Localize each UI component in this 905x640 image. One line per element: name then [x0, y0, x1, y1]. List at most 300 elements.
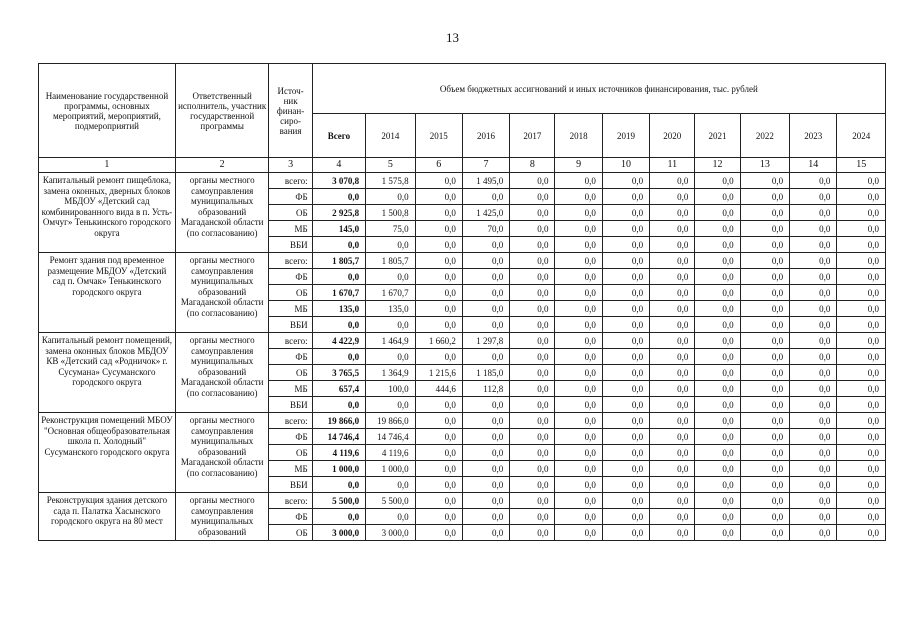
year-value: 0,0	[650, 349, 695, 365]
year-value: 1 364,9	[366, 365, 415, 381]
year-value: 0,0	[366, 269, 415, 285]
year-value: 0,0	[555, 525, 602, 541]
year-value: 0,0	[602, 349, 649, 365]
year-value: 0,0	[602, 525, 649, 541]
year-value: 0,0	[650, 413, 695, 429]
column-number: 13	[740, 158, 789, 173]
year-value: 112,8	[462, 381, 509, 397]
page-number: 13	[446, 30, 459, 45]
year-value: 0,0	[602, 285, 649, 301]
year-value: 0,0	[790, 509, 837, 525]
year-value: 0,0	[366, 237, 415, 253]
year-value: 0,0	[555, 509, 602, 525]
year-value: 0,0	[510, 317, 555, 333]
year-value: 0,0	[415, 493, 462, 509]
year-value: 0,0	[602, 189, 649, 205]
year-value: 0,0	[650, 429, 695, 445]
year-value: 0,0	[740, 237, 789, 253]
year-value: 0,0	[415, 269, 462, 285]
total-value: 0,0	[312, 237, 366, 253]
year-value: 0,0	[510, 333, 555, 349]
year-value: 0,0	[555, 317, 602, 333]
year-value: 0,0	[510, 349, 555, 365]
year-value: 1 500,8	[366, 205, 415, 221]
year-value: 0,0	[650, 221, 695, 237]
total-value: 0,0	[312, 477, 366, 493]
year-value: 0,0	[790, 477, 837, 493]
year-value: 0,0	[510, 237, 555, 253]
year-value: 0,0	[415, 205, 462, 221]
year-value: 0,0	[510, 413, 555, 429]
column-number: 6	[415, 158, 462, 173]
total-value: 5 500,0	[312, 493, 366, 509]
year-value: 0,0	[695, 269, 740, 285]
column-number: 11	[650, 158, 695, 173]
year-value: 0,0	[462, 253, 509, 269]
year-value: 0,0	[602, 461, 649, 477]
total-value: 3 070,8	[312, 173, 366, 189]
year-value: 0,0	[415, 173, 462, 189]
year-value: 1 805,7	[366, 253, 415, 269]
year-value: 0,0	[790, 429, 837, 445]
year-value: 0,0	[510, 445, 555, 461]
year-value: 1 000,0	[366, 461, 415, 477]
year-value: 0,0	[837, 221, 886, 237]
year-value: 0,0	[462, 493, 509, 509]
responsible-executor: органы местного самоуправления муниципальных образований Магаданской области (по согласованию)	[175, 413, 269, 493]
header-year: 2019	[602, 114, 649, 158]
year-value: 0,0	[366, 397, 415, 413]
year-value: 0,0	[462, 525, 509, 541]
year-value: 0,0	[740, 189, 789, 205]
year-value: 0,0	[790, 397, 837, 413]
year-value: 0,0	[695, 285, 740, 301]
year-value: 0,0	[555, 429, 602, 445]
year-value: 0,0	[510, 189, 555, 205]
year-value: 0,0	[462, 301, 509, 317]
year-value: 0,0	[695, 253, 740, 269]
event-name: Реконструкция здания детского сада п. Палатка Хасынского городского округа на 80 мест	[39, 493, 176, 541]
year-value: 0,0	[650, 301, 695, 317]
total-value: 1 000,0	[312, 461, 366, 477]
year-value: 0,0	[837, 429, 886, 445]
header-budget: Объем бюджетных ассигнований и иных источников финансирования, тыс. рублей	[312, 64, 885, 114]
table-row	[39, 173, 886, 189]
year-value: 0,0	[510, 301, 555, 317]
year-value: 0,0	[555, 461, 602, 477]
total-value: 135,0	[312, 301, 366, 317]
total-value: 14 746,4	[312, 429, 366, 445]
year-value: 0,0	[740, 429, 789, 445]
year-value: 0,0	[740, 301, 789, 317]
year-value: 0,0	[695, 173, 740, 189]
year-value: 0,0	[602, 301, 649, 317]
year-value: 0,0	[790, 349, 837, 365]
year-value: 0,0	[555, 173, 602, 189]
year-value: 0,0	[366, 477, 415, 493]
total-value: 4 422,9	[312, 333, 366, 349]
year-value: 0,0	[695, 317, 740, 333]
year-value: 0,0	[415, 253, 462, 269]
year-value: 0,0	[740, 397, 789, 413]
year-value: 0,0	[790, 173, 837, 189]
year-value: 1 425,0	[462, 205, 509, 221]
year-value: 0,0	[415, 525, 462, 541]
total-value: 19 866,0	[312, 413, 366, 429]
total-value: 3 765,5	[312, 365, 366, 381]
year-value: 0,0	[837, 285, 886, 301]
year-value: 70,0	[462, 221, 509, 237]
total-value: 0,0	[312, 349, 366, 365]
year-value: 0,0	[555, 349, 602, 365]
funding-source: всего:	[269, 253, 312, 269]
budget-table	[38, 63, 886, 541]
year-value: 0,0	[790, 333, 837, 349]
year-value: 0,0	[837, 413, 886, 429]
total-value: 2 925,8	[312, 205, 366, 221]
year-value: 0,0	[415, 429, 462, 445]
year-value: 0,0	[695, 445, 740, 461]
year-value: 0,0	[462, 189, 509, 205]
header-year: 2022	[740, 114, 789, 158]
table-row	[39, 413, 886, 429]
year-value: 0,0	[695, 301, 740, 317]
year-value: 0,0	[740, 461, 789, 477]
year-value: 0,0	[650, 285, 695, 301]
year-value: 0,0	[650, 365, 695, 381]
funding-source: МБ	[269, 221, 312, 237]
total-value: 4 119,6	[312, 445, 366, 461]
year-value: 0,0	[602, 317, 649, 333]
header-year: 2014	[366, 114, 415, 158]
funding-source: МБ	[269, 301, 312, 317]
year-value: 0,0	[555, 221, 602, 237]
event-name: Реконструкция помещений МБОУ "Основная общеобразовательная школа п. Холодный" Сусуманского городского округа	[39, 413, 176, 493]
year-value: 0,0	[695, 509, 740, 525]
year-value: 0,0	[462, 461, 509, 477]
year-value: 0,0	[790, 269, 837, 285]
year-value: 444,6	[415, 381, 462, 397]
year-value: 0,0	[837, 189, 886, 205]
year-value: 0,0	[366, 189, 415, 205]
year-value: 0,0	[366, 349, 415, 365]
total-value: 0,0	[312, 317, 366, 333]
year-value: 0,0	[740, 205, 789, 221]
year-value: 0,0	[695, 413, 740, 429]
funding-source: всего:	[269, 173, 312, 189]
year-value: 0,0	[790, 221, 837, 237]
year-value: 3 000,0	[366, 525, 415, 541]
year-value: 0,0	[650, 253, 695, 269]
year-value: 1 464,9	[366, 333, 415, 349]
column-number: 14	[790, 158, 837, 173]
year-value: 0,0	[555, 445, 602, 461]
year-value: 0,0	[602, 269, 649, 285]
year-value: 1 297,8	[462, 333, 509, 349]
year-value: 0,0	[650, 477, 695, 493]
year-value: 0,0	[790, 237, 837, 253]
funding-source: всего:	[269, 333, 312, 349]
year-value: 0,0	[740, 269, 789, 285]
year-value: 0,0	[510, 173, 555, 189]
year-value: 0,0	[740, 525, 789, 541]
year-value: 0,0	[695, 365, 740, 381]
total-value: 0,0	[312, 397, 366, 413]
header-year: 2021	[695, 114, 740, 158]
year-value: 0,0	[510, 509, 555, 525]
year-value: 1 670,7	[366, 285, 415, 301]
year-value: 0,0	[510, 477, 555, 493]
total-value: 3 000,0	[312, 525, 366, 541]
year-value: 0,0	[790, 381, 837, 397]
year-value: 0,0	[510, 429, 555, 445]
column-number: 1	[39, 158, 176, 173]
header-year: 2024	[837, 114, 886, 158]
year-value: 0,0	[837, 173, 886, 189]
responsible-executor: органы местного самоуправления муниципальных образований Магаданской области (по согласованию)	[175, 333, 269, 413]
funding-source: ОБ	[269, 365, 312, 381]
year-value: 0,0	[695, 349, 740, 365]
year-value: 1 215,6	[415, 365, 462, 381]
year-value: 0,0	[837, 525, 886, 541]
year-value: 0,0	[602, 333, 649, 349]
year-value: 0,0	[837, 445, 886, 461]
column-number: 5	[366, 158, 415, 173]
year-value: 0,0	[462, 397, 509, 413]
year-value: 0,0	[555, 253, 602, 269]
column-number: 15	[837, 158, 886, 173]
year-value: 0,0	[837, 301, 886, 317]
funding-source: ФБ	[269, 269, 312, 285]
year-value: 0,0	[790, 317, 837, 333]
year-value: 0,0	[790, 189, 837, 205]
year-value: 0,0	[790, 445, 837, 461]
column-number: 8	[510, 158, 555, 173]
year-value: 0,0	[837, 477, 886, 493]
year-value: 0,0	[650, 445, 695, 461]
year-value: 0,0	[415, 237, 462, 253]
year-value: 0,0	[650, 381, 695, 397]
year-value: 0,0	[510, 253, 555, 269]
funding-source: ФБ	[269, 509, 312, 525]
year-value: 0,0	[837, 397, 886, 413]
funding-source: ВБИ	[269, 397, 312, 413]
year-value: 0,0	[650, 525, 695, 541]
year-value: 0,0	[740, 509, 789, 525]
year-value: 0,0	[415, 349, 462, 365]
year-value: 0,0	[510, 493, 555, 509]
year-value: 0,0	[695, 237, 740, 253]
funding-source: ОБ	[269, 445, 312, 461]
year-value: 0,0	[650, 269, 695, 285]
year-value: 0,0	[555, 477, 602, 493]
year-value: 0,0	[790, 525, 837, 541]
year-value: 0,0	[602, 413, 649, 429]
header-total: Всего	[312, 114, 366, 158]
year-value: 0,0	[415, 397, 462, 413]
year-value: 0,0	[602, 509, 649, 525]
year-value: 0,0	[740, 173, 789, 189]
year-value: 0,0	[650, 189, 695, 205]
year-value: 0,0	[837, 493, 886, 509]
total-value: 0,0	[312, 189, 366, 205]
year-value: 0,0	[510, 221, 555, 237]
year-value: 0,0	[415, 509, 462, 525]
year-value: 0,0	[415, 221, 462, 237]
year-value: 0,0	[555, 285, 602, 301]
year-value: 0,0	[740, 365, 789, 381]
event-name: Капитальный ремонт помещений, замена оконных блоков МБДОУ КВ «Детский сад «Родничок» г. Сусумана» Сусуманского городского округа	[39, 333, 176, 413]
column-number: 2	[175, 158, 269, 173]
year-value: 0,0	[650, 461, 695, 477]
year-value: 0,0	[650, 509, 695, 525]
year-value: 1 185,0	[462, 365, 509, 381]
year-value: 0,0	[790, 285, 837, 301]
column-number: 12	[695, 158, 740, 173]
year-value: 0,0	[462, 269, 509, 285]
year-value: 0,0	[366, 317, 415, 333]
year-value: 0,0	[790, 461, 837, 477]
year-value: 0,0	[602, 253, 649, 269]
funding-source: ВБИ	[269, 317, 312, 333]
year-value: 0,0	[740, 333, 789, 349]
year-value: 0,0	[462, 317, 509, 333]
year-value: 0,0	[695, 189, 740, 205]
year-value: 0,0	[695, 381, 740, 397]
year-value: 0,0	[837, 333, 886, 349]
total-value: 1 670,7	[312, 285, 366, 301]
year-value: 0,0	[462, 429, 509, 445]
year-value: 0,0	[462, 237, 509, 253]
year-value: 0,0	[602, 397, 649, 413]
year-value: 0,0	[837, 509, 886, 525]
year-value: 0,0	[650, 493, 695, 509]
year-value: 0,0	[415, 285, 462, 301]
year-value: 0,0	[837, 205, 886, 221]
year-value: 0,0	[837, 381, 886, 397]
year-value: 0,0	[837, 349, 886, 365]
funding-source: ФБ	[269, 429, 312, 445]
year-value: 0,0	[602, 365, 649, 381]
year-value: 0,0	[695, 429, 740, 445]
header-year: 2015	[415, 114, 462, 158]
year-value: 0,0	[415, 189, 462, 205]
funding-source: ФБ	[269, 189, 312, 205]
year-value: 5 500,0	[366, 493, 415, 509]
year-value: 0,0	[695, 493, 740, 509]
year-value: 0,0	[510, 525, 555, 541]
year-value: 0,0	[415, 477, 462, 493]
funding-source: ФБ	[269, 349, 312, 365]
year-value: 0,0	[740, 349, 789, 365]
year-value: 0,0	[695, 525, 740, 541]
year-value: 0,0	[510, 285, 555, 301]
year-value: 0,0	[837, 365, 886, 381]
year-value: 0,0	[366, 509, 415, 525]
header-year: 2016	[462, 114, 509, 158]
year-value: 0,0	[415, 445, 462, 461]
year-value: 0,0	[695, 477, 740, 493]
funding-source: ОБ	[269, 285, 312, 301]
year-value: 0,0	[837, 317, 886, 333]
year-value: 0,0	[837, 253, 886, 269]
year-value: 0,0	[790, 413, 837, 429]
column-number: 7	[462, 158, 509, 173]
year-value: 0,0	[415, 317, 462, 333]
header-year: 2020	[650, 114, 695, 158]
year-value: 0,0	[650, 237, 695, 253]
funding-source: ОБ	[269, 205, 312, 221]
year-value: 1 495,0	[462, 173, 509, 189]
year-value: 0,0	[602, 381, 649, 397]
year-value: 0,0	[510, 381, 555, 397]
header-year: 2017	[510, 114, 555, 158]
year-value: 135,0	[366, 301, 415, 317]
year-value: 0,0	[790, 493, 837, 509]
year-value: 0,0	[415, 301, 462, 317]
year-value: 14 746,4	[366, 429, 415, 445]
year-value: 0,0	[790, 205, 837, 221]
year-value: 0,0	[650, 205, 695, 221]
year-value: 0,0	[740, 493, 789, 509]
funding-source: МБ	[269, 461, 312, 477]
year-value: 0,0	[555, 381, 602, 397]
funding-source: всего:	[269, 493, 312, 509]
year-value: 0,0	[740, 221, 789, 237]
funding-source: ВБИ	[269, 237, 312, 253]
year-value: 0,0	[555, 237, 602, 253]
year-value: 75,0	[366, 221, 415, 237]
table-row	[39, 333, 886, 349]
year-value: 0,0	[462, 349, 509, 365]
column-number: 4	[312, 158, 366, 173]
column-number: 10	[602, 158, 649, 173]
year-value: 0,0	[650, 397, 695, 413]
year-value: 0,0	[790, 301, 837, 317]
column-number: 9	[555, 158, 602, 173]
year-value: 0,0	[555, 301, 602, 317]
year-value: 0,0	[555, 205, 602, 221]
year-value: 19 866,0	[366, 413, 415, 429]
year-value: 0,0	[555, 333, 602, 349]
year-value: 0,0	[462, 413, 509, 429]
year-value: 0,0	[510, 461, 555, 477]
year-value: 4 119,6	[366, 445, 415, 461]
year-value: 0,0	[602, 445, 649, 461]
year-value: 0,0	[462, 477, 509, 493]
year-value: 0,0	[555, 413, 602, 429]
year-value: 0,0	[650, 333, 695, 349]
responsible-executor: органы местного самоуправления муниципальных образований Магаданской области (по согласованию)	[175, 173, 269, 253]
year-value: 0,0	[837, 269, 886, 285]
year-value: 0,0	[695, 397, 740, 413]
year-value: 1 575,8	[366, 173, 415, 189]
year-value: 0,0	[837, 237, 886, 253]
year-value: 0,0	[602, 477, 649, 493]
event-name: Капитальный ремонт пищеблока, замена оконных, дверных блоков МБДОУ «Детский сад комбинированного вида в п. Усть-Омчуг» Тенькинского городского округа	[39, 173, 176, 253]
year-value: 0,0	[602, 429, 649, 445]
year-value: 0,0	[510, 205, 555, 221]
funding-source: ОБ	[269, 525, 312, 541]
year-value: 0,0	[602, 173, 649, 189]
header-year: 2018	[555, 114, 602, 158]
year-value: 0,0	[415, 413, 462, 429]
year-value: 0,0	[555, 397, 602, 413]
year-value: 0,0	[740, 253, 789, 269]
responsible-executor: органы местного самоуправления муниципальных образований Магаданской области (по согласованию)	[175, 253, 269, 333]
year-value: 0,0	[555, 189, 602, 205]
header-year: 2023	[790, 114, 837, 158]
